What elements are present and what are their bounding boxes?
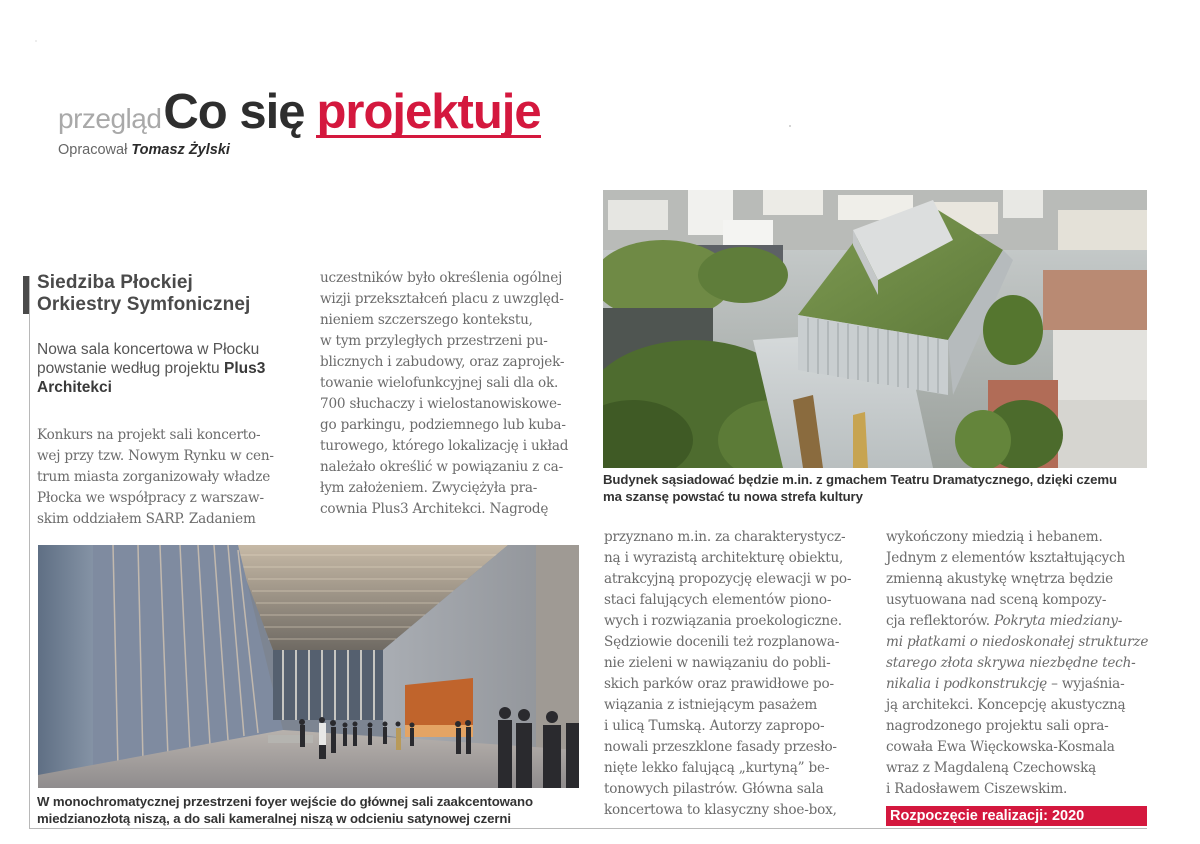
print-speck bbox=[789, 125, 791, 127]
foyer-image-caption bbox=[37, 794, 597, 827]
aerial-image-caption bbox=[603, 472, 1163, 505]
body-line: Jednym z elementów kształtujących bbox=[886, 550, 1126, 566]
body-line: wizji przekształceń placu z uwzględ- bbox=[320, 291, 564, 307]
lead-line: Nowa sala koncertowa w Płocku bbox=[37, 341, 260, 358]
byline bbox=[58, 142, 541, 158]
body-line: skich parków oraz prawidłowe po- bbox=[604, 676, 834, 692]
article-frame-bottom bbox=[29, 828, 1147, 829]
body-line: Konkurs na projekt sali koncerto- bbox=[37, 427, 261, 443]
article-frame-left bbox=[29, 276, 30, 829]
body-line: skim oddziałem SARP. Zadaniem bbox=[37, 511, 256, 527]
quote-text: nikalia i podkonstrukcję bbox=[886, 676, 1048, 692]
body-line: łym założeniem. Zwyciężyła pra- bbox=[320, 480, 538, 496]
body-line: Płocka we współpracy z warszaw- bbox=[37, 490, 264, 506]
body-line: i ulicą Tumską. Autorzy zapropo- bbox=[604, 718, 825, 734]
body-column-2 bbox=[320, 268, 585, 520]
article-title-line1: Siedziba Płockiej bbox=[37, 272, 193, 293]
byline-prefix: Opracował bbox=[58, 142, 128, 158]
body-line: wych i rozwiązania proekologiczne. bbox=[604, 613, 842, 629]
lead-line bbox=[37, 378, 297, 397]
body-line: towanie wielofunkcyjnej sali dla ok. bbox=[320, 375, 559, 391]
body-line: nagrodzonego projektu sali opra- bbox=[886, 718, 1109, 734]
body-line: nowali przeszklone fasady przesło- bbox=[604, 739, 837, 755]
body-text: cja reflektorów. bbox=[886, 613, 990, 629]
caption-line: ma szansę powstać tu nowa strefa kultury bbox=[603, 488, 863, 504]
lead-line bbox=[37, 359, 297, 378]
article-lead bbox=[37, 340, 297, 397]
body-line: nie zieleni w nawiązaniu do pobli- bbox=[604, 655, 831, 671]
body-line: usytuowana nad sceną kompozy- bbox=[886, 592, 1107, 608]
masthead bbox=[58, 84, 541, 158]
body-line: atrakcyjną propozycję elewacji w po- bbox=[604, 571, 852, 587]
body-line: uczestników było określenia ogólnej bbox=[320, 270, 563, 286]
body-line: wraz z Magdaleną Czechowską bbox=[886, 760, 1097, 776]
article-title bbox=[37, 272, 250, 316]
caption-line: W monochromatycznej przestrzeni foyer wejście do głównej sali zaakcentowano bbox=[37, 794, 533, 809]
body-text: – wyjaśnia- bbox=[1051, 676, 1125, 692]
body-line: i Radosławem Ciszewskim. bbox=[886, 781, 1068, 797]
aerial-render-illustration bbox=[603, 190, 1147, 468]
body-column-3 bbox=[604, 527, 874, 821]
byline-author: Tomasz Żylski bbox=[131, 142, 230, 158]
lead-text: powstanie według projektu bbox=[37, 360, 220, 377]
body-line: wiązania z istniejącym pasażem bbox=[604, 697, 818, 713]
page-title-part1: Co się bbox=[163, 85, 305, 139]
caption-line: Budynek sąsiadować będzie m.in. z gmachem Teatru Dramatycznego, dzięki czemu bbox=[603, 472, 1117, 487]
caption-line: miedzianozłotą niszą, a do sali kameralnej niszą w odcieniu satynowej czerni bbox=[37, 810, 511, 826]
body-column-1 bbox=[37, 425, 302, 530]
lead-bold: Architekci bbox=[37, 379, 112, 396]
body-line: ją architekci. Koncepcję akustyczną bbox=[886, 697, 1126, 713]
body-line bbox=[886, 611, 1148, 632]
print-speck bbox=[35, 40, 37, 42]
section-kicker: przegląd bbox=[58, 103, 162, 134]
body-line: przyznano m.in. za charakterystycz- bbox=[604, 529, 846, 545]
construction-start-badge: Rozpoczęcie realizacji: 2020 bbox=[886, 806, 1147, 826]
masthead-title-row bbox=[58, 84, 541, 140]
quote-text: Pokryta miedziany- bbox=[994, 613, 1123, 629]
body-line: należało określić w powiązaniu z ca- bbox=[320, 459, 563, 475]
body-line: w tym przyległych przestrzeni pu- bbox=[320, 333, 548, 349]
body-line: turowego, którego lokalizację i układ bbox=[320, 438, 569, 454]
body-line: nieniem szczerszego kontekstu, bbox=[320, 312, 533, 328]
body-line: zmienną akustykę wnętrza będzie bbox=[886, 571, 1113, 587]
body-line: cowała Ewa Więckowska-Kosmala bbox=[886, 739, 1115, 755]
body-line: nięte lekko falującą „kurtyną” be- bbox=[604, 760, 830, 776]
body-line: Sędziowie docenili też rozplanowa- bbox=[604, 634, 840, 650]
foyer-render-illustration bbox=[38, 545, 579, 788]
quote-text: mi płatkami o niedoskonałej strukturze bbox=[886, 634, 1149, 650]
aerial-render-image bbox=[603, 190, 1147, 468]
body-line bbox=[886, 653, 1148, 674]
body-column-4 bbox=[886, 527, 1148, 800]
body-line: go parkingu, podziemnego lub kuba- bbox=[320, 417, 566, 433]
body-line: staci falujących elementów piono- bbox=[604, 592, 832, 608]
body-line bbox=[886, 674, 1148, 695]
body-line: trum miasta zorganizowały władze bbox=[37, 469, 271, 485]
body-line: blicznych i zabudowy, oraz zaprojek- bbox=[320, 354, 565, 370]
body-line: 700 słuchaczy i wielostanowiskowe- bbox=[320, 396, 562, 412]
body-line bbox=[886, 632, 1148, 653]
foyer-render-image bbox=[38, 545, 579, 788]
body-line: ną i wyrazistą architekturę obiektu, bbox=[604, 550, 844, 566]
body-line: tonowych pilastrów. Główna sala bbox=[604, 781, 824, 797]
body-line: wej przy tzw. Nowym Rynku w cen- bbox=[37, 448, 274, 464]
lead-bold: Plus3 bbox=[223, 360, 266, 377]
page-title-part2: projektuje bbox=[316, 85, 541, 139]
article-title-line2: Orkiestry Symfonicznej bbox=[37, 294, 251, 315]
body-line: koncertowa to klasyczny shoe-box, bbox=[604, 802, 837, 818]
heading-marker-bar bbox=[23, 276, 29, 314]
quote-text: starego złota skrywa niezbędne tech- bbox=[886, 655, 1136, 671]
body-line: cownia Plus3 Architekci. Nagrodę bbox=[320, 501, 549, 517]
body-line: wykończony miedzią i hebanem. bbox=[886, 529, 1103, 545]
